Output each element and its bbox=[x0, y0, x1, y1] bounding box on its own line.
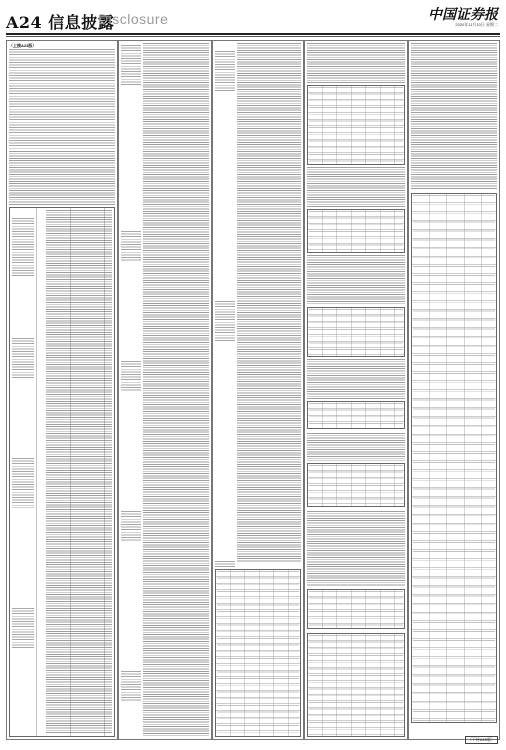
column-2-side-text bbox=[121, 361, 141, 391]
masthead bbox=[0, 0, 506, 34]
newspaper-logo: 中国证券报 bbox=[428, 7, 498, 23]
page-label: A24 信息披露 bbox=[6, 13, 115, 32]
table-side-text bbox=[12, 218, 34, 278]
table-text bbox=[309, 465, 403, 505]
column-4-text-block bbox=[307, 359, 405, 399]
column-3-side-text bbox=[215, 301, 235, 341]
column-3 bbox=[212, 40, 304, 740]
column-4-table-5 bbox=[307, 463, 405, 507]
column-4-table-1 bbox=[307, 85, 405, 165]
column-2-side-text bbox=[121, 231, 141, 261]
column-2-side-text bbox=[121, 671, 141, 701]
table-text bbox=[309, 635, 403, 735]
column-3-table bbox=[215, 569, 301, 737]
column-1-text-block bbox=[9, 49, 115, 149]
column-4-table-3 bbox=[307, 307, 405, 357]
column-4-text-block bbox=[307, 511, 405, 587]
table-text bbox=[413, 195, 495, 721]
issue-date: 2020年11月10日 星期二 bbox=[455, 22, 498, 27]
column-1 bbox=[6, 40, 118, 740]
section-english-title: Disclosure bbox=[98, 11, 169, 27]
column-2 bbox=[118, 40, 212, 740]
table-text bbox=[309, 87, 403, 163]
column-4-table-7 bbox=[307, 633, 405, 737]
column-1-text-block bbox=[9, 151, 115, 205]
column-3-text-block bbox=[237, 43, 301, 563]
continued-from-heading: （上接A23版） bbox=[9, 43, 37, 48]
page-content bbox=[6, 40, 500, 740]
table-text bbox=[309, 591, 403, 627]
column-3-side-text bbox=[215, 51, 235, 91]
column-2-text-block bbox=[143, 43, 209, 737]
table-text bbox=[46, 210, 112, 734]
column-4-text-block bbox=[307, 433, 405, 461]
column-4 bbox=[304, 40, 408, 740]
column-4-text-block bbox=[307, 43, 405, 83]
column-5-table bbox=[411, 193, 497, 723]
column-5-text-block bbox=[411, 43, 497, 189]
table-side-text bbox=[12, 338, 34, 378]
table-text bbox=[309, 403, 403, 427]
table-text bbox=[309, 309, 403, 355]
column-5 bbox=[408, 40, 500, 740]
column-4-text-block bbox=[307, 167, 405, 207]
table-side-text bbox=[12, 458, 34, 508]
column-4-table-4 bbox=[307, 401, 405, 429]
column-4-text-block bbox=[307, 255, 405, 305]
continued-to-label: （下转A25版） bbox=[465, 736, 498, 744]
masthead-rule-thin bbox=[6, 36, 500, 37]
table-text bbox=[217, 571, 299, 735]
column-2-side-text bbox=[121, 45, 141, 85]
masthead-rule bbox=[6, 33, 500, 35]
column-1-table bbox=[9, 207, 115, 737]
column-4-table-2 bbox=[307, 209, 405, 253]
table-text bbox=[309, 211, 403, 251]
table-side-text bbox=[12, 608, 34, 648]
column-4-table-6 bbox=[307, 589, 405, 629]
column-2-side-text bbox=[121, 511, 141, 541]
